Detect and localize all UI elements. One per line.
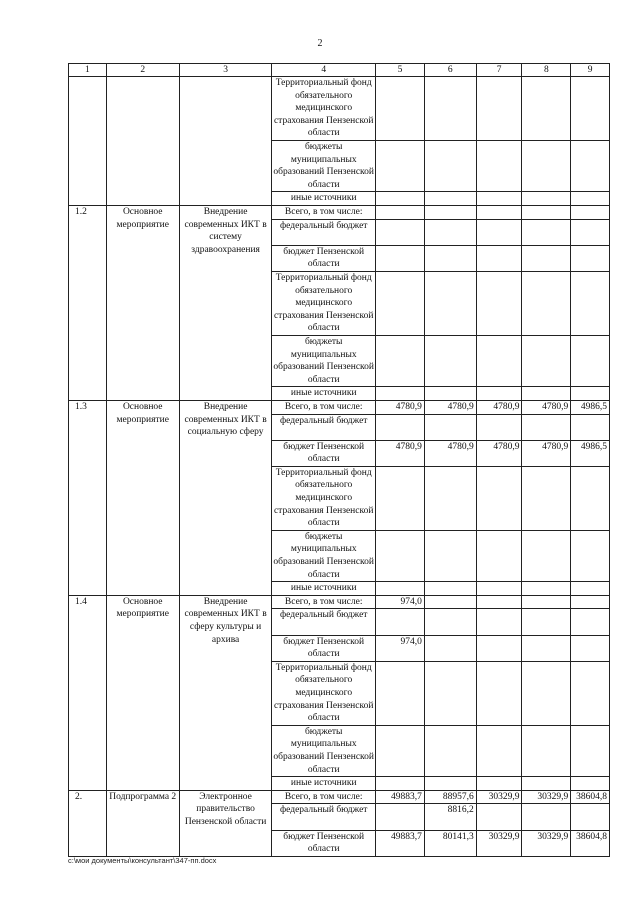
amount-cell (522, 777, 571, 791)
funding-source: Всего, в том числе: (272, 400, 376, 414)
amount-cell (476, 387, 522, 401)
amount-cell (571, 140, 610, 191)
table-row (69, 595, 610, 609)
file-path-footer: c:\мои документы\консультант\347-пп.docx (68, 856, 217, 865)
program-funding-table (68, 63, 610, 857)
amount-cell: 38604,8 (571, 830, 610, 856)
amount-cell: 8816,2 (424, 804, 476, 830)
amount-cell (376, 582, 425, 596)
amount-cell (522, 219, 571, 245)
funding-source: Территориальный фонд обязательного медицинского страхования Пензенской области (272, 661, 376, 725)
amount-cell: 38604,8 (571, 790, 610, 804)
amount-cell (476, 635, 522, 661)
amount-cell (424, 77, 476, 141)
amount-cell (571, 661, 610, 725)
funding-source: иные источники (272, 387, 376, 401)
amount-cell (571, 804, 610, 830)
funding-source: Территориальный фонд обязательного медицинского страхования Пензенской области (272, 271, 376, 335)
item-type (106, 77, 179, 206)
amount-cell (522, 635, 571, 661)
amount-cell: 974,0 (376, 595, 425, 609)
funding-source: бюджеты муниципальных образований Пензенской области (272, 140, 376, 191)
amount-cell (476, 777, 522, 791)
table-row (69, 77, 610, 141)
amount-cell (571, 635, 610, 661)
amount-cell (522, 387, 571, 401)
amount-cell (476, 219, 522, 245)
amount-cell (522, 205, 571, 219)
amount-cell (424, 661, 476, 725)
funding-source: бюджет Пензенской области (272, 440, 376, 466)
amount-cell (476, 595, 522, 609)
amount-cell (522, 725, 571, 776)
amount-cell (522, 466, 571, 530)
amount-cell (522, 77, 571, 141)
amount-cell (424, 414, 476, 440)
amount-cell (522, 804, 571, 830)
table-row (69, 400, 610, 414)
header-cell: 7 (476, 64, 522, 77)
header-cell: 1 (69, 64, 107, 77)
amount-cell (424, 777, 476, 791)
item-name: Внедрение современных ИКТ в сферу культуры и архива (179, 595, 272, 790)
amount-cell (571, 205, 610, 219)
funding-source: иные источники (272, 192, 376, 206)
amount-cell (424, 609, 476, 635)
amount-cell (522, 192, 571, 206)
amount-cell (376, 804, 425, 830)
item-type: Основное мероприятие (106, 400, 179, 595)
amount-cell (476, 466, 522, 530)
funding-source: бюджет Пензенской области (272, 245, 376, 271)
item-number: 1.3 (69, 400, 107, 595)
amount-cell (376, 777, 425, 791)
funding-source: бюджет Пензенской области (272, 830, 376, 856)
table-row (69, 205, 610, 219)
amount-cell (424, 335, 476, 386)
amount-cell (571, 595, 610, 609)
amount-cell (424, 725, 476, 776)
amount-cell (522, 271, 571, 335)
item-number: 2. (69, 790, 107, 856)
amount-cell (376, 140, 425, 191)
amount-cell (522, 530, 571, 581)
header-cell: 2 (106, 64, 179, 77)
amount-cell (522, 595, 571, 609)
amount-cell: 4780,9 (376, 400, 425, 414)
header-cell: 6 (424, 64, 476, 77)
amount-cell (522, 661, 571, 725)
amount-cell (571, 219, 610, 245)
amount-cell (376, 530, 425, 581)
item-type: Подпрограмма 2 (106, 790, 179, 856)
amount-cell (476, 414, 522, 440)
funding-source: бюджет Пензенской области (272, 635, 376, 661)
amount-cell (376, 335, 425, 386)
funding-source: федеральный бюджет (272, 414, 376, 440)
header-cell: 8 (522, 64, 571, 77)
amount-cell (522, 609, 571, 635)
header-row (69, 64, 610, 77)
amount-cell (424, 205, 476, 219)
amount-cell (476, 609, 522, 635)
amount-cell (476, 661, 522, 725)
amount-cell (424, 466, 476, 530)
item-number: 1.4 (69, 595, 107, 790)
header-cell: 5 (376, 64, 425, 77)
amount-cell: 30329,9 (476, 790, 522, 804)
item-name: Внедрение современных ИКТ в социальную сферу (179, 400, 272, 595)
funding-source: федеральный бюджет (272, 804, 376, 830)
funding-source: Всего, в том числе: (272, 595, 376, 609)
amount-cell (476, 140, 522, 191)
amount-cell (571, 777, 610, 791)
amount-cell (424, 387, 476, 401)
amount-cell (424, 530, 476, 581)
funding-source: бюджеты муниципальных образований Пензенской области (272, 725, 376, 776)
amount-cell (476, 530, 522, 581)
amount-cell (424, 245, 476, 271)
amount-cell (376, 77, 425, 141)
funding-source: Всего, в том числе: (272, 790, 376, 804)
amount-cell (571, 245, 610, 271)
amount-cell (424, 219, 476, 245)
header-cell: 9 (571, 64, 610, 77)
amount-cell (522, 245, 571, 271)
amount-cell (522, 582, 571, 596)
amount-cell (571, 414, 610, 440)
amount-cell (376, 245, 425, 271)
amount-cell: 30329,9 (522, 790, 571, 804)
amount-cell (571, 466, 610, 530)
amount-cell: 4780,9 (424, 400, 476, 414)
amount-cell (522, 335, 571, 386)
funding-source: бюджеты муниципальных образований Пензенской области (272, 335, 376, 386)
amount-cell (571, 271, 610, 335)
amount-cell (376, 387, 425, 401)
amount-cell (424, 271, 476, 335)
amount-cell: 4986,5 (571, 440, 610, 466)
amount-cell: 49883,7 (376, 790, 425, 804)
item-name (179, 77, 272, 206)
amount-cell (522, 414, 571, 440)
amount-cell (476, 192, 522, 206)
amount-cell: 4780,9 (476, 440, 522, 466)
funding-source: бюджеты муниципальных образований Пензенской области (272, 530, 376, 581)
amount-cell (476, 77, 522, 141)
amount-cell: 4780,9 (522, 440, 571, 466)
item-name: Электронное правительство Пензенской области (179, 790, 272, 856)
amount-cell (522, 140, 571, 191)
item-name: Внедрение современных ИКТ в систему здравоохранения (179, 205, 272, 400)
amount-cell: 88957,6 (424, 790, 476, 804)
header-cell: 4 (272, 64, 376, 77)
amount-cell (476, 804, 522, 830)
amount-cell: 4780,9 (424, 440, 476, 466)
amount-cell: 4986,5 (571, 400, 610, 414)
amount-cell: 80141,3 (424, 830, 476, 856)
amount-cell (476, 725, 522, 776)
amount-cell: 974,0 (376, 635, 425, 661)
funding-source: Территориальный фонд обязательного медицинского страхования Пензенской области (272, 77, 376, 141)
amount-cell: 4780,9 (476, 400, 522, 414)
amount-cell (571, 609, 610, 635)
amount-cell (476, 205, 522, 219)
amount-cell (376, 205, 425, 219)
amount-cell (476, 582, 522, 596)
amount-cell: 4780,9 (522, 400, 571, 414)
amount-cell (424, 595, 476, 609)
amount-cell: 30329,9 (522, 830, 571, 856)
funding-source: иные источники (272, 582, 376, 596)
item-type: Основное мероприятие (106, 595, 179, 790)
table-row (69, 790, 610, 804)
amount-cell (376, 725, 425, 776)
amount-cell: 49883,7 (376, 830, 425, 856)
amount-cell (376, 661, 425, 725)
amount-cell (376, 414, 425, 440)
amount-cell (571, 725, 610, 776)
amount-cell (571, 582, 610, 596)
page-number: 2 (317, 38, 323, 49)
header-cell: 3 (179, 64, 272, 77)
amount-cell (424, 635, 476, 661)
amount-cell (376, 271, 425, 335)
amount-cell (376, 219, 425, 245)
item-number (69, 77, 107, 206)
amount-cell (571, 77, 610, 141)
amount-cell (571, 387, 610, 401)
amount-cell (424, 192, 476, 206)
amount-cell (571, 192, 610, 206)
funding-source: Всего, в том числе: (272, 205, 376, 219)
amount-cell (571, 335, 610, 386)
amount-cell (376, 192, 425, 206)
amount-cell: 30329,9 (476, 830, 522, 856)
amount-cell (424, 140, 476, 191)
amount-cell (476, 245, 522, 271)
amount-cell (376, 609, 425, 635)
amount-cell: 4780,9 (376, 440, 425, 466)
funding-source: Территориальный фонд обязательного медицинского страхования Пензенской области (272, 466, 376, 530)
item-number: 1.2 (69, 205, 107, 400)
amount-cell (476, 271, 522, 335)
amount-cell (376, 466, 425, 530)
amount-cell (476, 335, 522, 386)
funding-source: иные источники (272, 777, 376, 791)
amount-cell (571, 530, 610, 581)
item-type: Основное мероприятие (106, 205, 179, 400)
funding-source: федеральный бюджет (272, 609, 376, 635)
amount-cell (424, 582, 476, 596)
funding-source: федеральный бюджет (272, 219, 376, 245)
